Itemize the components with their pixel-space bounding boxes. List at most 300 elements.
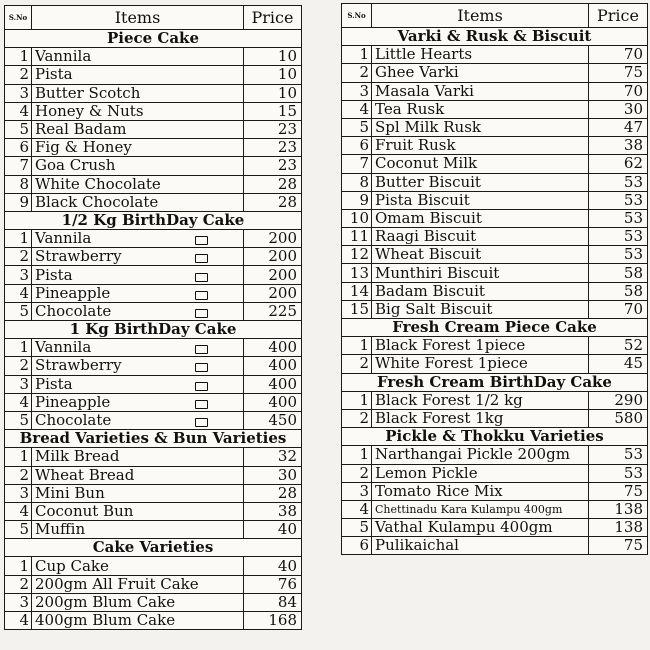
item-price: 40 (244, 557, 302, 575)
item-name-text: Vannila (35, 229, 92, 248)
item-number: 2 (5, 466, 32, 484)
section-title: Cake Varieties (5, 539, 302, 557)
item-name (32, 284, 244, 302)
item-name-text: Goa Crush (35, 156, 116, 175)
item-name-text: Vannila (35, 338, 92, 357)
table-row (342, 300, 648, 318)
item-name-text: Coconut Milk (375, 154, 478, 173)
item-name-text: Munthiri Biscuit (375, 263, 500, 282)
item-price: 52 (589, 337, 648, 355)
item-name (32, 557, 244, 575)
item-number: 4 (5, 393, 32, 411)
item-name-text: 200gm Blum Cake (35, 593, 176, 611)
item-number: 2 (5, 248, 32, 266)
item-price: 30 (244, 466, 302, 484)
item-price: 23 (244, 120, 302, 138)
item-number: 15 (342, 300, 372, 318)
item-name-text: Vathal Kulampu 400gm (375, 518, 553, 537)
item-price: 70 (589, 82, 648, 100)
section-title: 1 Kg BirthDay Cake (5, 321, 302, 339)
item-number: 4 (5, 612, 32, 630)
item-name-text: Chettinadu Kara Kulampu 400gm (375, 502, 563, 516)
table-row (5, 357, 302, 375)
section-title: Fresh Cream Piece Cake (342, 319, 648, 337)
item-name (32, 612, 244, 630)
left-menu-table (4, 5, 302, 630)
item-price: 53 (589, 173, 648, 191)
table-row (342, 409, 648, 427)
item-name (372, 446, 589, 464)
item-number: 1 (5, 557, 32, 575)
veg-box-icon (195, 273, 208, 282)
item-name (32, 466, 244, 484)
item-name-text: Tomato Rice Mix (375, 482, 503, 500)
item-name-text: Fruit Rusk (375, 136, 456, 155)
table-row (342, 100, 648, 118)
item-number: 1 (342, 391, 372, 409)
section-title: Pickle & Thokku Varieties (342, 428, 648, 446)
item-name-text: Badam Biscuit (375, 282, 485, 300)
item-number: 3 (5, 593, 32, 611)
item-price: 38 (589, 137, 648, 155)
item-number: 13 (342, 264, 372, 282)
item-number: 3 (342, 482, 372, 500)
item-name-text: Chocolate (35, 411, 112, 430)
item-name-text: Pista (35, 65, 73, 84)
item-number: 4 (342, 100, 372, 118)
item-price: 53 (589, 228, 648, 246)
item-price: 200 (244, 284, 302, 302)
table-row (5, 248, 302, 266)
item-name (372, 191, 589, 209)
item-price: 10 (244, 84, 302, 102)
item-number: 5 (5, 120, 32, 138)
item-number: 3 (5, 266, 32, 284)
item-name-text: Little Hearts (375, 45, 473, 64)
section-title: 1/2 Kg BirthDay Cake (5, 211, 302, 229)
item-number: 10 (342, 209, 372, 227)
table-row (5, 448, 302, 466)
item-name (372, 482, 589, 500)
table-row (342, 391, 648, 409)
item-name-text: Pista (35, 265, 73, 284)
item-name (32, 248, 244, 266)
item-name (372, 100, 589, 118)
item-name (32, 375, 244, 393)
item-price: 400 (244, 357, 302, 375)
item-number: 2 (5, 575, 32, 593)
veg-box-icon (195, 309, 208, 318)
item-name-text: Masala Varki (375, 82, 474, 100)
item-price: 23 (244, 139, 302, 157)
item-name (372, 300, 589, 318)
item-number: 6 (342, 537, 372, 555)
item-number: 6 (5, 139, 32, 157)
table-row (5, 84, 302, 102)
table-row (342, 482, 648, 500)
table-row (342, 282, 648, 300)
item-name-text: Lemon Pickle (375, 464, 478, 482)
item-number: 5 (342, 118, 372, 136)
item-name-text: Pineapple (35, 284, 111, 302)
item-name (372, 209, 589, 227)
item-number: 4 (5, 502, 32, 520)
item-name (32, 593, 244, 611)
table-row (5, 339, 302, 357)
item-name (372, 155, 589, 173)
table-row (342, 155, 648, 173)
item-number: 2 (342, 355, 372, 373)
table-row (342, 46, 648, 64)
item-name-text: Fig & Honey (35, 138, 132, 157)
table-row (342, 209, 648, 227)
item-name-text: Black Forest 1piece (375, 336, 526, 355)
item-price: 75 (589, 537, 648, 555)
item-price: 45 (589, 355, 648, 373)
item-name-text: Coconut Bun (35, 502, 134, 520)
item-number: 2 (342, 464, 372, 482)
table-row (342, 464, 648, 482)
item-name (32, 339, 244, 357)
item-name (32, 48, 244, 66)
table-row (5, 466, 302, 484)
table-row (5, 66, 302, 84)
item-price: 40 (244, 521, 302, 539)
item-name (32, 484, 244, 502)
item-name (32, 84, 244, 102)
table-row (342, 191, 648, 209)
item-name (32, 266, 244, 284)
item-number: 1 (5, 230, 32, 248)
item-name (372, 519, 589, 537)
item-price: 400 (244, 393, 302, 411)
item-name (372, 228, 589, 246)
item-price: 62 (589, 155, 648, 173)
table-row (5, 484, 302, 502)
item-number: 7 (342, 155, 372, 173)
table-row (5, 193, 302, 211)
item-name-text: 400gm Blum Cake (35, 611, 176, 630)
item-name-text: Omam Biscuit (375, 209, 482, 227)
item-number: 5 (342, 519, 372, 537)
veg-box-icon (195, 345, 208, 354)
item-name-text: Muffin (35, 520, 86, 539)
item-price: 28 (244, 193, 302, 211)
item-number: 2 (342, 64, 372, 82)
item-name (372, 64, 589, 82)
item-price: 84 (244, 593, 302, 611)
item-number: 3 (5, 484, 32, 502)
veg-box-icon (195, 291, 208, 300)
item-name-text: Wheat Bread (35, 466, 135, 484)
item-price: 138 (589, 519, 648, 537)
item-name (372, 173, 589, 191)
item-name-text: Chocolate (35, 302, 112, 320)
item-price: 70 (589, 46, 648, 64)
item-price: 47 (589, 118, 648, 136)
item-price: 75 (589, 64, 648, 82)
item-price: 400 (244, 375, 302, 393)
item-price: 15 (244, 102, 302, 120)
item-name (372, 337, 589, 355)
item-name (372, 464, 589, 482)
item-price: 450 (244, 411, 302, 429)
item-name (32, 175, 244, 193)
table-row (5, 175, 302, 193)
item-name (32, 411, 244, 429)
item-name-text: Butter Scotch (35, 84, 141, 102)
veg-box-icon (195, 418, 208, 427)
section-header-row (342, 28, 648, 46)
table-row (5, 502, 302, 520)
item-name (372, 409, 589, 427)
section-title: Piece Cake (5, 30, 302, 48)
item-name (372, 500, 589, 518)
item-price: 28 (244, 175, 302, 193)
item-name (32, 193, 244, 211)
item-name-text: Black Forest 1/2 kg (375, 391, 523, 409)
item-number: 1 (342, 337, 372, 355)
item-price: 200 (244, 266, 302, 284)
item-number: 3 (5, 84, 32, 102)
price-header: Price (589, 4, 648, 28)
table-row (342, 64, 648, 82)
item-name (372, 118, 589, 136)
item-name-text: Pineapple (35, 393, 111, 411)
item-price: 200 (244, 248, 302, 266)
item-number: 6 (342, 137, 372, 155)
item-number: 9 (5, 193, 32, 211)
item-number: 5 (5, 521, 32, 539)
table-row (342, 337, 648, 355)
item-price: 75 (589, 482, 648, 500)
item-number: 8 (342, 173, 372, 191)
item-name (372, 537, 589, 555)
item-number: 8 (5, 175, 32, 193)
table-row (5, 139, 302, 157)
section-title: Varki & Rusk & Biscuit (342, 28, 648, 46)
item-name-text: Narthangai Pickle 200gm (375, 445, 570, 464)
item-name-text: Milk Bread (35, 447, 120, 466)
item-price: 23 (244, 157, 302, 175)
section-header-row (5, 211, 302, 229)
item-name-text: Spl Milk Rusk (375, 118, 481, 137)
section-header-row (342, 428, 648, 446)
items-header: Items (32, 6, 244, 30)
item-price: 28 (244, 484, 302, 502)
veg-box-icon (195, 236, 208, 245)
veg-box-icon (195, 363, 208, 372)
item-price: 70 (589, 300, 648, 318)
table-row (342, 173, 648, 191)
item-name (32, 230, 244, 248)
item-name-text: Strawberry (35, 356, 122, 375)
item-name-text: Butter Biscuit (375, 173, 481, 191)
item-price: 225 (244, 302, 302, 320)
item-price: 53 (589, 209, 648, 227)
item-number: 14 (342, 282, 372, 300)
table-row (342, 228, 648, 246)
item-name (372, 391, 589, 409)
section-header-row (5, 539, 302, 557)
item-name (372, 355, 589, 373)
section-header-row (342, 319, 648, 337)
table-row (5, 302, 302, 320)
item-price: 53 (589, 191, 648, 209)
item-name-text: Pulikaichal (375, 536, 459, 555)
table-row (5, 521, 302, 539)
section-title: Fresh Cream BirthDay Cake (342, 373, 648, 391)
item-price: 10 (244, 66, 302, 84)
item-number: 11 (342, 228, 372, 246)
table-row (342, 537, 648, 555)
veg-box-icon (195, 382, 208, 391)
item-name (32, 521, 244, 539)
item-name (32, 357, 244, 375)
item-number: 9 (342, 191, 372, 209)
item-number: 2 (5, 357, 32, 375)
table-row (5, 284, 302, 302)
item-name-text: Black Chocolate (35, 193, 159, 211)
item-name (372, 282, 589, 300)
header-row (342, 4, 648, 28)
item-name-text: Cup Cake (35, 556, 109, 575)
item-name (32, 157, 244, 175)
item-price: 168 (244, 612, 302, 630)
item-name-text: Pista (35, 375, 73, 393)
table-row (5, 157, 302, 175)
section-header-row (5, 430, 302, 448)
header-row (5, 6, 302, 30)
sno-header: S.No (5, 6, 32, 30)
table-row (5, 557, 302, 575)
item-name (32, 393, 244, 411)
item-number: 5 (5, 411, 32, 429)
item-number: 4 (5, 102, 32, 120)
table-row (342, 137, 648, 155)
item-number: 4 (5, 284, 32, 302)
item-price: 10 (244, 48, 302, 66)
item-name (32, 120, 244, 138)
right-menu-body (342, 28, 648, 555)
item-name-text: White Chocolate (35, 175, 161, 193)
table-row (342, 355, 648, 373)
table-row (5, 612, 302, 630)
item-price: 38 (244, 502, 302, 520)
table-row (342, 246, 648, 264)
item-name (32, 139, 244, 157)
item-name-text: 200gm All Fruit Cake (35, 575, 199, 593)
item-price: 200 (244, 230, 302, 248)
item-number: 5 (5, 302, 32, 320)
item-price: 400 (244, 339, 302, 357)
table-row (5, 48, 302, 66)
left-menu-body (5, 30, 302, 630)
item-price: 76 (244, 575, 302, 593)
item-name-text: Real Badam (35, 120, 127, 139)
item-name (32, 302, 244, 320)
item-number: 12 (342, 246, 372, 264)
item-name-text: Mini Bun (35, 484, 105, 502)
item-number: 4 (342, 500, 372, 518)
table-row (5, 375, 302, 393)
item-number: 3 (342, 82, 372, 100)
table-row (342, 500, 648, 518)
item-name-text: Vannila (35, 47, 92, 66)
item-name (32, 448, 244, 466)
item-number: 3 (5, 375, 32, 393)
item-name (372, 82, 589, 100)
item-price: 58 (589, 264, 648, 282)
table-row (5, 230, 302, 248)
item-name-text: Pista Biscuit (375, 191, 470, 209)
item-price: 290 (589, 391, 648, 409)
section-header-row (342, 373, 648, 391)
item-number: 1 (5, 48, 32, 66)
item-number: 1 (342, 46, 372, 64)
table-row (5, 393, 302, 411)
section-header-row (5, 30, 302, 48)
item-price: 53 (589, 446, 648, 464)
table-row (5, 411, 302, 429)
item-price: 138 (589, 500, 648, 518)
veg-box-icon (195, 254, 208, 263)
item-number: 2 (342, 409, 372, 427)
item-number: 7 (5, 157, 32, 175)
table-row (5, 266, 302, 284)
section-header-row (5, 321, 302, 339)
item-number: 1 (5, 339, 32, 357)
items-header: Items (372, 4, 589, 28)
item-name (372, 137, 589, 155)
item-number: 2 (5, 66, 32, 84)
item-number: 1 (342, 446, 372, 464)
item-name (32, 575, 244, 593)
item-name-text: White Forest 1piece (375, 354, 528, 373)
item-name (372, 264, 589, 282)
item-name-text: Tea Rusk (375, 100, 445, 118)
item-name (32, 66, 244, 84)
veg-box-icon (195, 400, 208, 409)
table-row (5, 102, 302, 120)
table-row (5, 593, 302, 611)
item-price: 58 (589, 282, 648, 300)
item-name-text: Honey & Nuts (35, 102, 144, 120)
table-row (342, 264, 648, 282)
item-price: 580 (589, 409, 648, 427)
table-row (342, 519, 648, 537)
item-price: 30 (589, 100, 648, 118)
item-price: 32 (244, 448, 302, 466)
item-name (32, 102, 244, 120)
item-price: 53 (589, 464, 648, 482)
right-menu-table (341, 3, 648, 555)
table-row (5, 120, 302, 138)
item-name-text: Black Forest 1kg (375, 409, 504, 428)
item-name-text: Raagi Biscuit (375, 227, 477, 246)
sno-header: S.No (342, 4, 372, 28)
price-header: Price (244, 6, 302, 30)
table-row (342, 82, 648, 100)
item-name (32, 502, 244, 520)
table-row (342, 118, 648, 136)
item-name (372, 46, 589, 64)
section-title: Bread Varieties & Bun Varieties (5, 430, 302, 448)
item-name-text: Strawberry (35, 247, 122, 266)
item-name-text: Big Salt Biscuit (375, 300, 493, 318)
item-number: 1 (5, 448, 32, 466)
item-name-text: Wheat Biscuit (375, 245, 482, 264)
